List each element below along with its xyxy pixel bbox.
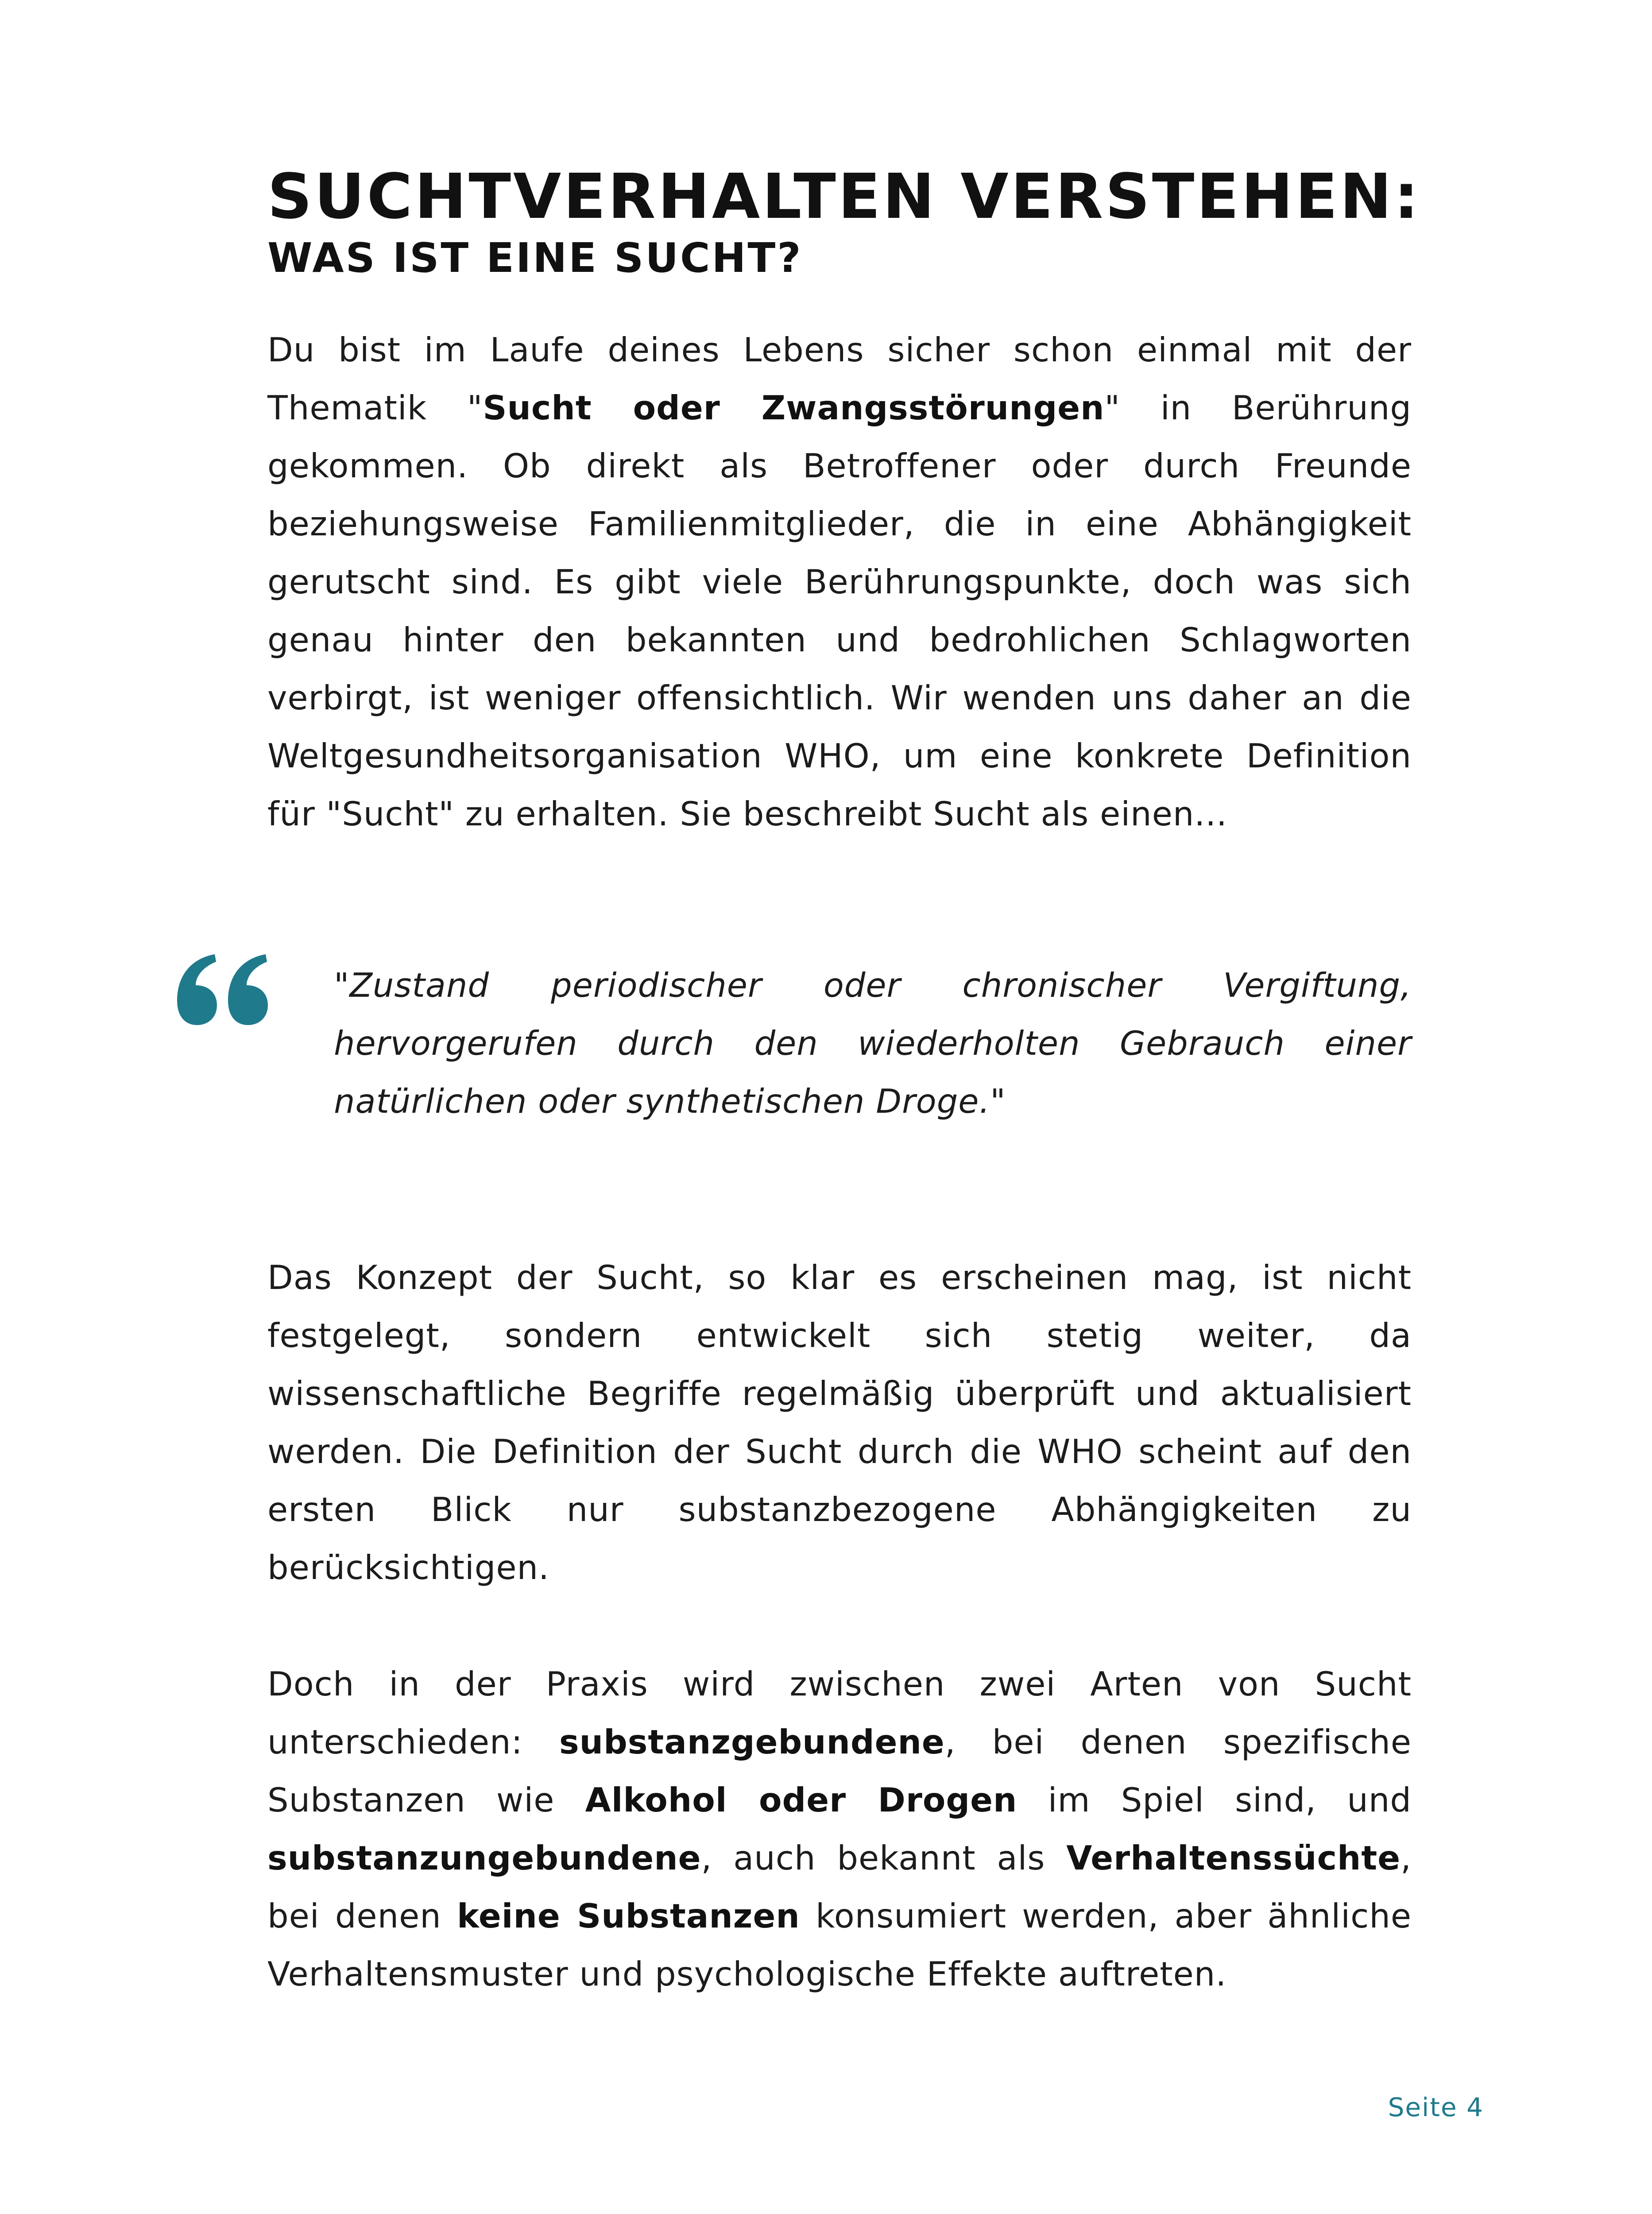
intro-text-1: Du bist im Laufe deines Lebens sicher schon einmal mit der Thematik " — [267, 330, 1412, 427]
page-title: SUCHTVERHALTEN VERSTEHEN: — [267, 161, 1421, 233]
types-bold-1: substanzgebundene — [559, 1722, 945, 1761]
intro-text-2: " in Berührung gekommen. Ob direkt als Betroffener oder durch Freunde beziehungsweise Familienmitglieder, die in eine Abhängigkeit gerutscht sind. Es gibt viele Berührungspunkte, doch was sich genau hinter den bekannten und bedrohlichen Schlagworten verbirgt, ist weniger offensichtlich. Wir wenden uns daher an die Weltgesundheitsorganisation WHO, um eine konkrete Definition für "Sucht" zu erhalten. Sie beschreibt Sucht als einen... — [267, 388, 1412, 833]
quote-icon — [173, 952, 275, 1027]
types-paragraph — [267, 1655, 1412, 2003]
types-bold-5: keine Substanzen — [457, 1897, 800, 1935]
types-bold-2: Alkohol oder Drogen — [585, 1780, 1018, 1819]
types-text-2: , bei denen spezifische Substanzen wie — [267, 1722, 1412, 1819]
intro-bold-1: Sucht oder Zwangsstörungen — [483, 388, 1105, 427]
types-text-4: , auch bekannt als — [701, 1839, 1067, 1877]
intro-paragraph — [267, 321, 1412, 843]
types-text-5: , bei denen — [267, 1839, 1412, 1935]
types-text-1: Doch in der Praxis wird zwischen zwei Arten von Sucht unterschieden: — [267, 1664, 1412, 1761]
page-subtitle: WAS IST EINE SUCHT? — [267, 234, 803, 282]
concept-paragraph: Das Konzept der Sucht, so klar es erscheinen mag, ist nicht festgelegt, sondern entwickelt sich stetig weiter, da wissenschaftliche Begriffe regelmäßig überprüft und aktualisiert werden. Die Definition der Sucht durch die WHO scheint auf den ersten Blick nur substanzbezogene Abhängigkeiten zu berücksichtigen. — [267, 1258, 1412, 1587]
quote-icon-glyph — [177, 954, 268, 1025]
types-bold-3: substanzungebundene — [267, 1839, 701, 1877]
page-number: Seite 4 — [1388, 2092, 1484, 2122]
types-bold-4: Verhaltenssüchte — [1066, 1839, 1401, 1877]
who-quote: "Zustand periodischer oder chronischer Vergiftung, hervorgerufen durch den wiederholten Gebrauch einer natürlichen oder synthetischen Droge." — [334, 966, 1412, 1121]
quote-left-mark — [177, 954, 217, 1025]
types-text-6: konsumiert werden, aber ähnliche Verhaltensmuster und psychologische Effekte auftreten. — [267, 1897, 1412, 1993]
types-text-3: im Spiel sind, und — [1017, 1780, 1412, 1819]
quote-right-mark — [228, 954, 268, 1025]
heading-block — [267, 161, 1421, 283]
